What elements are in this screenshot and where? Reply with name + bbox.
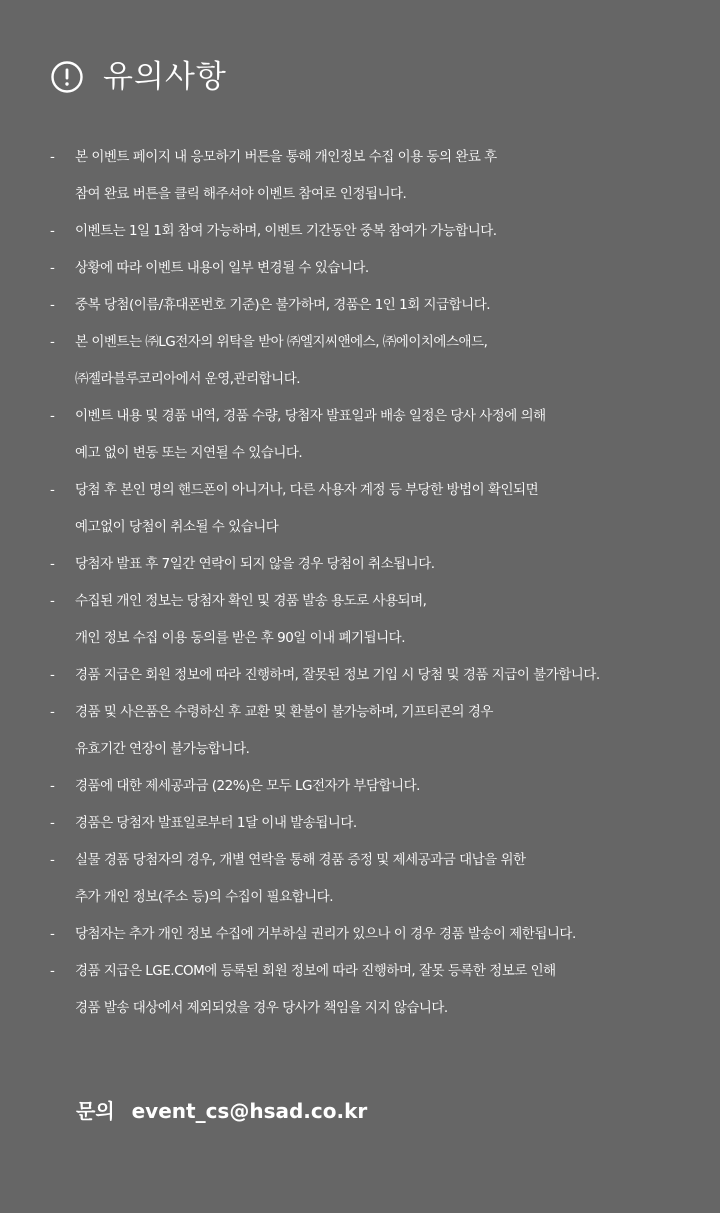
notice-item — [50, 472, 710, 546]
notice-item — [50, 805, 710, 842]
notice-item — [50, 213, 710, 250]
bullet-dash: - — [50, 149, 55, 165]
notice-line: 참여 완료 버튼을 클릭 해주셔야 이벤트 참여로 인정됩니다. — [75, 186, 407, 202]
notice-text — [75, 546, 435, 583]
notice-line: 당첨 후 본인 명의 핸드폰이 아니거나, 다른 사용자 계정 등 부당한 방법이 확인되면 — [75, 482, 539, 498]
bullet-dash: - — [50, 223, 55, 239]
contact-email: event_cs@hsad.co.kr — [131, 1099, 368, 1123]
notice-item — [50, 546, 710, 583]
bullet-dash: - — [50, 778, 55, 794]
contact-info — [76, 1097, 367, 1125]
bullet-dash: - — [50, 667, 55, 683]
notice-line: 이벤트는 1일 1회 참여 가능하며, 이벤트 기간동안 중복 참여가 가능합니다. — [75, 223, 497, 239]
bullet-dash: - — [50, 297, 55, 313]
notice-text — [75, 583, 426, 657]
bullet-dash: - — [50, 815, 55, 831]
notice-line: 예고없이 당첨이 취소될 수 있습니다 — [75, 519, 279, 535]
notice-header — [51, 57, 227, 97]
notice-item — [50, 324, 710, 398]
notice-line: 추가 개인 정보(주소 등)의 수집이 필요합니다. — [75, 889, 334, 905]
bullet-dash: - — [50, 408, 55, 424]
notice-text — [75, 842, 526, 916]
bullet-dash: - — [50, 260, 55, 276]
notice-item — [50, 657, 710, 694]
exclamation-circle-icon — [51, 61, 83, 93]
contact-label: 문의 — [76, 1099, 115, 1123]
notice-line: 수집된 개인 정보는 당첨자 확인 및 경품 발송 용도로 사용되며, — [75, 593, 427, 609]
notice-line: 이벤트 내용 및 경품 내역, 경품 수량, 당첨자 발표일과 배송 일정은 당사 사정에 의해 — [75, 408, 546, 424]
notice-item — [50, 583, 710, 657]
notice-line: 경품 지급은 LGE.COM에 등록된 회원 정보에 따라 진행하며, 잘못 등록한 정보로 인해 — [75, 963, 556, 979]
notice-text — [75, 916, 576, 953]
notice-line: 경품 지급은 회원 정보에 따라 진행하며, 잘못된 정보 기입 시 당첨 및 경품 지급이 불가합니다. — [75, 667, 600, 683]
notice-text — [75, 805, 357, 842]
notice-item — [50, 694, 710, 768]
bullet-dash: - — [50, 926, 55, 942]
notice-text — [75, 472, 538, 546]
notice-line: 본 이벤트는 ㈜LG전자의 위탁을 받아 ㈜엘지씨앤에스, ㈜에이치에스애드, — [75, 334, 488, 350]
notice-text — [75, 324, 487, 398]
notice-text — [75, 213, 497, 250]
notice-item — [50, 139, 710, 213]
notice-item — [50, 250, 710, 287]
notice-line: 당첨자 발표 후 7일간 연락이 되지 않을 경우 당첨이 취소됩니다. — [75, 556, 435, 572]
notice-line: 본 이벤트 페이지 내 응모하기 버튼을 통해 개인정보 수집 이용 동의 완료 후 — [75, 149, 497, 165]
notice-text — [75, 398, 546, 472]
notice-line: 경품 및 사은품은 수령하신 후 교환 및 환불이 불가능하며, 기프티콘의 경우 — [75, 704, 493, 720]
bullet-dash: - — [50, 963, 55, 979]
notice-list — [50, 139, 710, 1027]
notice-line: ㈜젤라블루코리아에서 운영,관리합니다. — [75, 371, 301, 387]
notice-line: 당첨자는 추가 개인 정보 수집에 거부하실 권리가 있으나 이 경우 경품 발송이 제한됩니다. — [75, 926, 576, 942]
page-title: 유의사항 — [103, 59, 227, 95]
notice-line: 중복 당첨(이름/휴대폰번호 기준)은 불가하며, 경품은 1인 1회 지급합니다. — [75, 297, 491, 313]
notice-item — [50, 768, 710, 805]
notice-line: 경품 발송 대상에서 제외되었을 경우 당사가 책임을 지지 않습니다. — [75, 1000, 448, 1016]
bullet-dash: - — [50, 704, 55, 720]
notice-text — [75, 768, 420, 805]
notice-item — [50, 916, 710, 953]
bullet-dash: - — [50, 334, 55, 350]
notice-item — [50, 398, 710, 472]
notice-text — [75, 250, 369, 287]
notice-item — [50, 842, 710, 916]
notice-text — [75, 953, 556, 1027]
notice-line: 실물 경품 당첨자의 경우, 개별 연락을 통해 경품 증정 및 제세공과금 대납을 위한 — [75, 852, 526, 868]
notice-text — [75, 139, 497, 213]
notice-item — [50, 953, 710, 1027]
notice-item — [50, 287, 710, 324]
bullet-dash: - — [50, 556, 55, 572]
notice-text — [75, 657, 600, 694]
notice-line: 유효기간 연장이 불가능합니다. — [75, 741, 250, 757]
notice-line: 상황에 따라 이벤트 내용이 일부 변경될 수 있습니다. — [75, 260, 369, 276]
notice-line: 개인 정보 수집 이용 동의를 받은 후 90일 이내 폐기됩니다. — [75, 630, 405, 646]
bullet-dash: - — [50, 852, 55, 868]
bullet-dash: - — [50, 593, 55, 609]
notice-line: 예고 없이 변동 또는 지연될 수 있습니다. — [75, 445, 303, 461]
bullet-dash: - — [50, 482, 55, 498]
notice-text — [75, 287, 490, 324]
notice-line: 경품에 대한 제세공과금 (22%)은 모두 LG전자가 부담합니다. — [75, 778, 420, 794]
notice-line: 경품은 당첨자 발표일로부터 1달 이내 발송됩니다. — [75, 815, 357, 831]
notice-text — [75, 694, 493, 768]
